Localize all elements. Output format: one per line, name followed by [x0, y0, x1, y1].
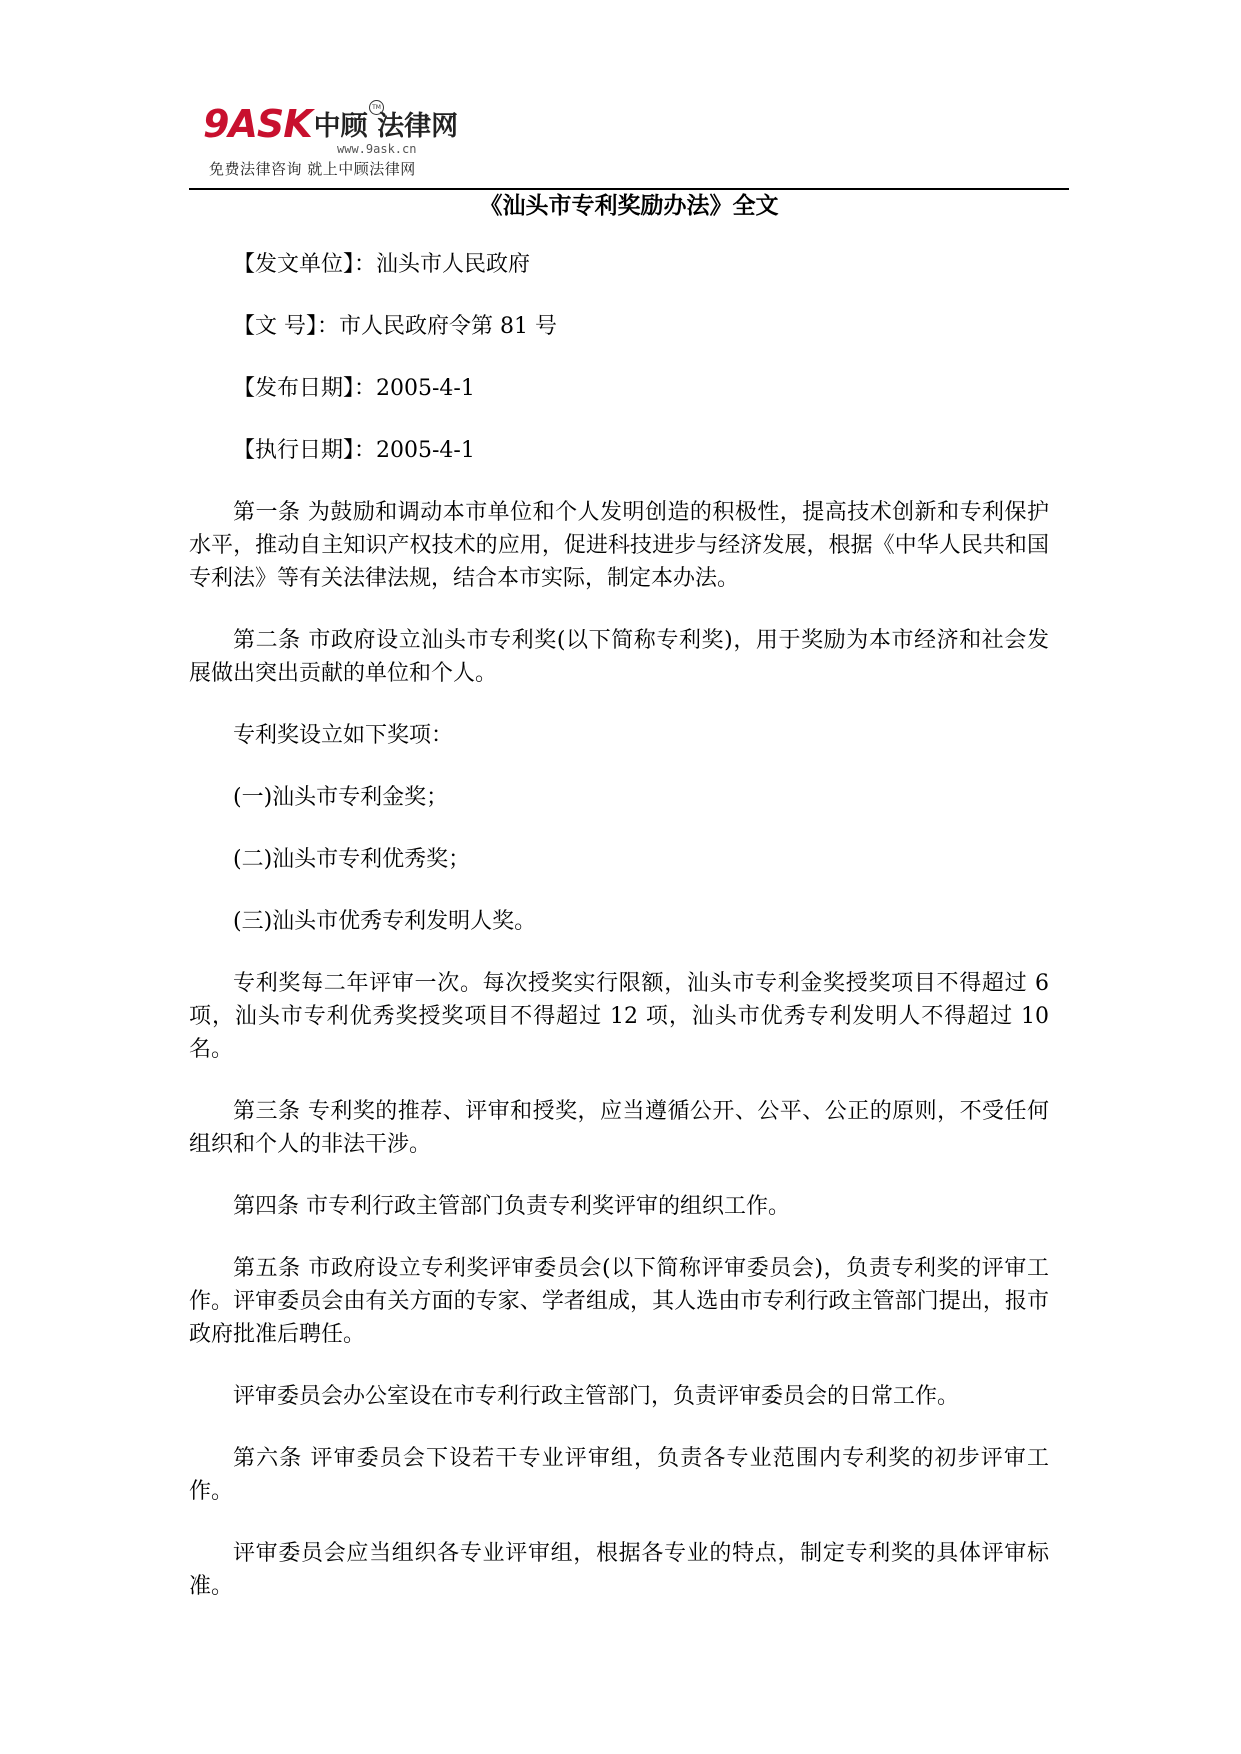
logo-slogan: 免费法律咨询 就上中顾法律网: [209, 160, 416, 178]
committee-office-paragraph: 评审委员会办公室设在市专利行政主管部门，负责评审委员会的日常工作。: [233, 1384, 960, 1409]
logo-url: www.9ask.cn: [337, 142, 417, 156]
document-number-line: 【文 号】：市人民政府令第 81 号: [233, 314, 557, 339]
award-item: (一)汕头市专利金奖；: [233, 785, 449, 810]
logo-chinese-name: 中顾 法律网: [313, 111, 459, 142]
effective-date-line: 【执行日期】：2005-4-1: [233, 438, 475, 463]
site-logo[interactable]: [203, 104, 458, 144]
article-6: 第六条 评审委员会下设若干专业评审组，负责各专业范围内专利奖的初步评审工作。: [189, 1446, 1049, 1504]
award-list-intro: 专利奖设立如下奖项：: [233, 723, 454, 748]
publish-date-line: 【发布日期】：2005-4-1: [233, 376, 475, 401]
logo-brand: 9ASK: [203, 102, 312, 146]
evaluation-standard-paragraph: 评审委员会应当组织各专业评审组，根据各专业的特点，制定专利奖的具体评审标准。: [189, 1541, 1049, 1599]
article-1: 第一条 为鼓励和调动本市单位和个人发明创造的积极性，提高技术创新和专利保护水平，推动自主知识产权技术的应用，促进科技进步与经济发展，根据《中华人民共和国专利法》等有关法律法规，结合本市实际，制定本办法。: [189, 500, 1049, 591]
award-item: (三)汕头市优秀专利发明人奖。: [233, 909, 537, 934]
article-3: 第三条 专利奖的推荐、评审和授奖，应当遵循公开、公平、公正的原则，不受任何组织和个人的非法干涉。: [189, 1099, 1049, 1157]
article-5: 第五条 市政府设立专利奖评审委员会(以下简称评审委员会)，负责专利奖的评审工作。评审委员会由有关方面的专家、学者组成，其人选由市专利行政主管部门提出，报市政府批准后聘任。: [189, 1256, 1049, 1347]
trademark-icon: TM: [369, 100, 384, 115]
page-header: [189, 92, 1069, 190]
issuer-line: 【发文单位】：汕头市人民政府: [233, 252, 531, 277]
article-2: 第二条 市政府设立汕头市专利奖(以下简称专利奖)，用于奖励为本市经济和社会发展做出突出贡献的单位和个人。: [189, 628, 1049, 686]
award-quota-paragraph: 专利奖每二年评审一次。每次授奖实行限额，汕头市专利金奖授奖项目不得超过 6 项，汕头市专利优秀奖授奖项目不得超过 12 项，汕头市优秀专利发明人不得超过 10 名。: [189, 971, 1049, 1062]
document-body: [189, 248, 1049, 1632]
document-title: 《汕头市专利奖励办法》全文: [479, 193, 779, 219]
award-item: (二)汕头市专利优秀奖；: [233, 847, 471, 872]
article-4: 第四条 市专利行政主管部门负责专利奖评审的组织工作。: [233, 1194, 790, 1219]
